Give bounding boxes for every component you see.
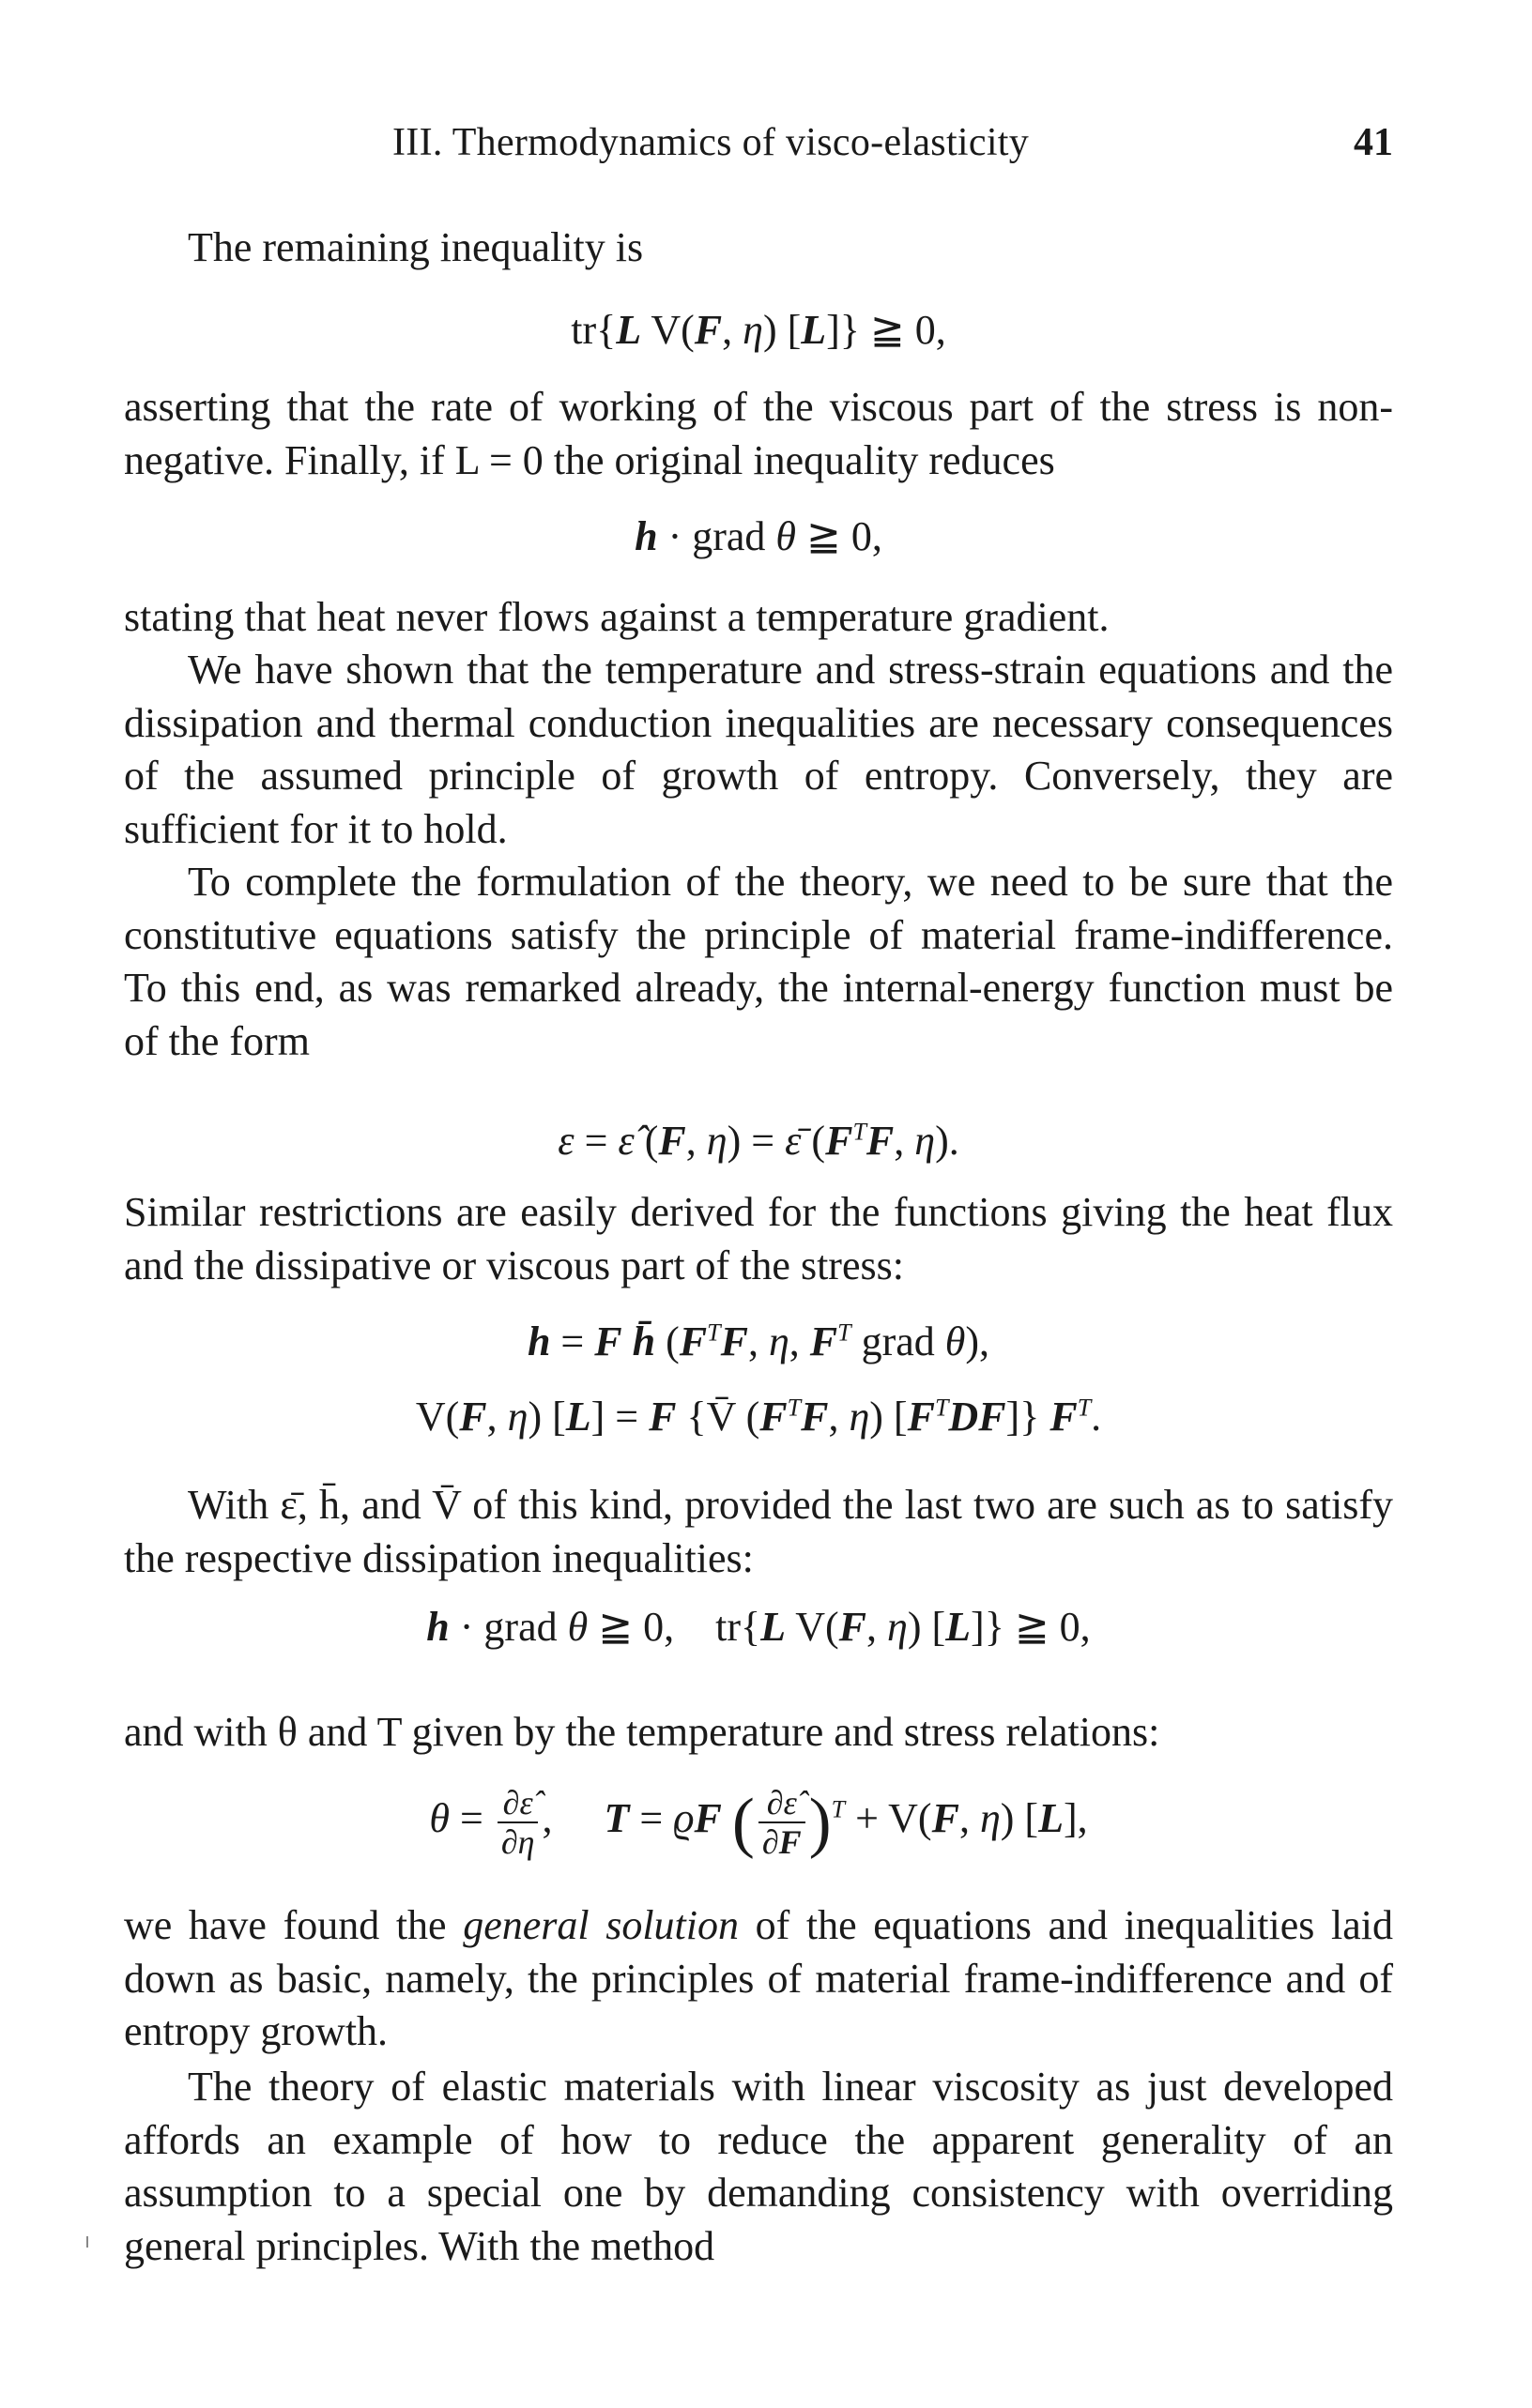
equation-6: h · grad θ ≧ 0, tr{L V(F, η) [L]} ≧ 0, — [426, 1604, 1091, 1650]
paragraph-1: The remaining inequality is — [188, 224, 644, 270]
paragraph-5: To complete the formulation of the theory, we need to be sure that the constitutive equations satisfy the principle of material frame-indifference. To this end, as was remarked already, the internal-energy function must be of the form — [124, 859, 1393, 1064]
emphasis-general-solution: general solution — [463, 1902, 739, 1948]
equation-1: tr{L V(F, η) [L]} ≧ 0, — [571, 307, 946, 353]
equation-2: h · grad θ ≧ 0, — [635, 513, 882, 559]
running-head — [124, 120, 1393, 167]
paragraph-8: and with θ and T given by the temperature and stress relations: — [124, 1709, 1160, 1755]
page-number: 41 — [1354, 121, 1393, 164]
running-title: III. Thermodynamics of visco-elasticity — [392, 121, 1030, 164]
equation-7: θ = $\frac{\partial\varepsilon̂}{\partial\eta}$ , T = ϱF ( $\frac{\partial\varepsilon̂}{\partial F}$ )$^T$ + V(F, η) [L], — [429, 1783, 1088, 1861]
equation-3: ε = ε̂ (F, η) = ε̄ ($F^TF$, η). — [558, 1118, 959, 1164]
equation-4: h = F h̄ ($F^TF$, η, $F^T$ grad θ), — [527, 1318, 990, 1364]
margin-mark — [86, 2236, 88, 2248]
paragraph-7: With ε̄, h̄, and V̄ of this kind, provided the last two are such as to satisfy the respective dissipation inequalities: — [124, 1482, 1393, 1581]
paragraph-3: stating that heat never flows against a temperature gradient. — [124, 594, 1110, 640]
paragraph-9: we have found the general solution of the equations and inequalities laid down as basic, namely, the principles of material frame-indifference and of entropy growth. — [124, 1902, 1393, 2054]
paragraph-10: The theory of elastic materials with linear viscosity as just developed affords an example of how to reduce the apparent generality of an assumption to a special one by demanding consistency with overriding general principles. With the method — [124, 2064, 1393, 2269]
paragraph-2: asserting that the rate of working of the viscous part of the stress is non-negative. Finally, if L = 0 the original inequality reduces — [124, 384, 1393, 483]
paragraph-6: Similar restrictions are easily derived for the functions giving the heat flux and the dissipative or viscous part of the stress: — [124, 1189, 1393, 1288]
equation-5: V(F, η) [L] = F {V̄ ($F^TF$, η) $[F^TDF]$} $F^T$. — [415, 1394, 1102, 1440]
paragraph-4: We have shown that the temperature and stress-strain equations and the dissipation and thermal conduction inequalities are necessary consequences of the assumed principle of growth of entropy. Conversely, they are sufficient for it to hold. — [124, 647, 1393, 852]
